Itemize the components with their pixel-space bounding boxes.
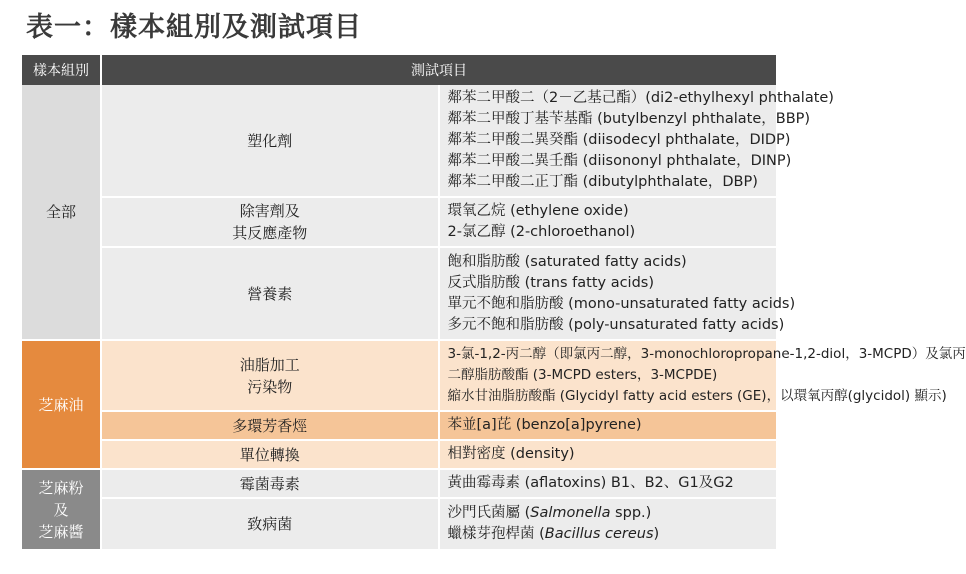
subcategory-line: 污染物 [247, 377, 293, 396]
group-label-line: 芝麻醬 [38, 522, 84, 541]
group-label-line: 及 [53, 500, 69, 519]
subcategory-line: 除害劑及 [239, 202, 300, 220]
items-pah [439, 411, 777, 440]
list-item: 鄰苯二甲酸二（2－乙基己酯）(di2-ethylhexyl phthalate) [447, 90, 834, 106]
list-item: 鄰苯二甲酸丁基苄基酯 (butylbenzyl phthalate，BBP) [447, 111, 811, 127]
list-item: 反式脂肪酸 (trans fatty acids) [447, 274, 655, 291]
item-italic-name: Salmonella [530, 505, 611, 521]
items-mycotoxin [439, 469, 777, 498]
list-item: 多元不飽和脂肪酸 (poly-unsaturated fatty acids) [447, 316, 785, 333]
subcategory-nutrient: 營養素 [101, 247, 439, 340]
table-row [22, 498, 776, 550]
subcategory-pah: 多環芳香烴 [101, 411, 439, 440]
list-item [448, 503, 777, 524]
subcategory-processing-contaminant [101, 340, 439, 411]
item-text: 沙門氏菌屬 ( [447, 505, 531, 521]
subcategory-unit-conversion: 單位轉換 [101, 440, 439, 469]
table-row [22, 197, 776, 247]
table-row [22, 469, 776, 498]
list-item: 鄰苯二甲酸二正丁酯 (dibutylphthalate，DBP) [447, 174, 758, 190]
items-pathogen [439, 498, 777, 550]
subcategory-pesticide [101, 197, 439, 247]
header-group: 樣本組別 [22, 55, 101, 85]
subcategory-line: 其反應產物 [232, 224, 308, 242]
list-item [448, 524, 777, 545]
list-item: 相對密度 (density) [447, 446, 575, 462]
group-label-line: 芝麻粉 [38, 478, 84, 497]
list-item: 3-氯-1,2-丙二醇（即氯丙二醇，3-monochloropropane-1,2-diol，3-MCPD）及氯丙 [447, 346, 966, 362]
group-label-sesame-oil: 芝麻油 [22, 340, 101, 469]
list-item: 鄰苯二甲酸二異癸酯 (diisodecyl phthalate，DIDP) [447, 132, 791, 148]
group-label-all: 全部 [22, 85, 101, 340]
items-nutrient [439, 247, 796, 340]
list-item: 飽和脂肪酸 (saturated fatty acids) [447, 253, 687, 270]
subcategory-line: 油脂加工 [239, 355, 300, 374]
group-label-sesame-paste [22, 469, 101, 550]
subcategory-plasticizer: 塑化劑 [101, 85, 439, 197]
page-title: 表一：樣本組別及測試項目 [26, 12, 362, 43]
sample-test-table [22, 55, 966, 551]
table-row [22, 340, 776, 411]
subcategory-pathogen: 致病菌 [101, 498, 439, 550]
list-item: 2-氯乙醇 (2-chloroethanol) [447, 224, 636, 240]
list-item: 單元不飽和脂肪酸 (mono-unsaturated fatty acids) [447, 295, 796, 312]
table-row [22, 440, 776, 469]
table-row [22, 247, 776, 340]
table-row [22, 85, 776, 197]
list-item: 二醇脂肪酸酯 (3-MCPD esters，3-MCPDE) [447, 367, 718, 383]
subcategory-mycotoxin: 霉菌毒素 [101, 469, 439, 498]
item-text: spp.) [610, 505, 652, 521]
items-plasticizer [439, 85, 834, 197]
list-item: 苯並[a]芘 (benzo[a]pyrene) [447, 417, 642, 433]
item-text: 蠟樣芽孢桿菌 ( [447, 526, 545, 542]
list-item: 環氧乙烷 (ethylene oxide) [447, 203, 629, 219]
items-processing-contaminant [439, 340, 966, 411]
list-item: 縮水甘油脂肪酸酯 (Glycidyl fatty acid esters (GE)，以環氧丙醇(glycidol) 顯示) [447, 388, 947, 404]
table-header-row [22, 55, 776, 85]
items-pesticide [439, 197, 777, 247]
item-italic-name: Bacillus cereus [544, 526, 654, 542]
table-row [22, 411, 776, 440]
header-items: 測試項目 [101, 55, 776, 85]
list-item: 黃曲霉毒素 (aflatoxins) B1、B2、G1及G2 [447, 475, 734, 491]
items-unit-conversion [439, 440, 777, 469]
item-text: ) [653, 526, 660, 542]
list-item: 鄰苯二甲酸二異壬酯 (diisononyl phthalate，DINP) [447, 153, 792, 169]
